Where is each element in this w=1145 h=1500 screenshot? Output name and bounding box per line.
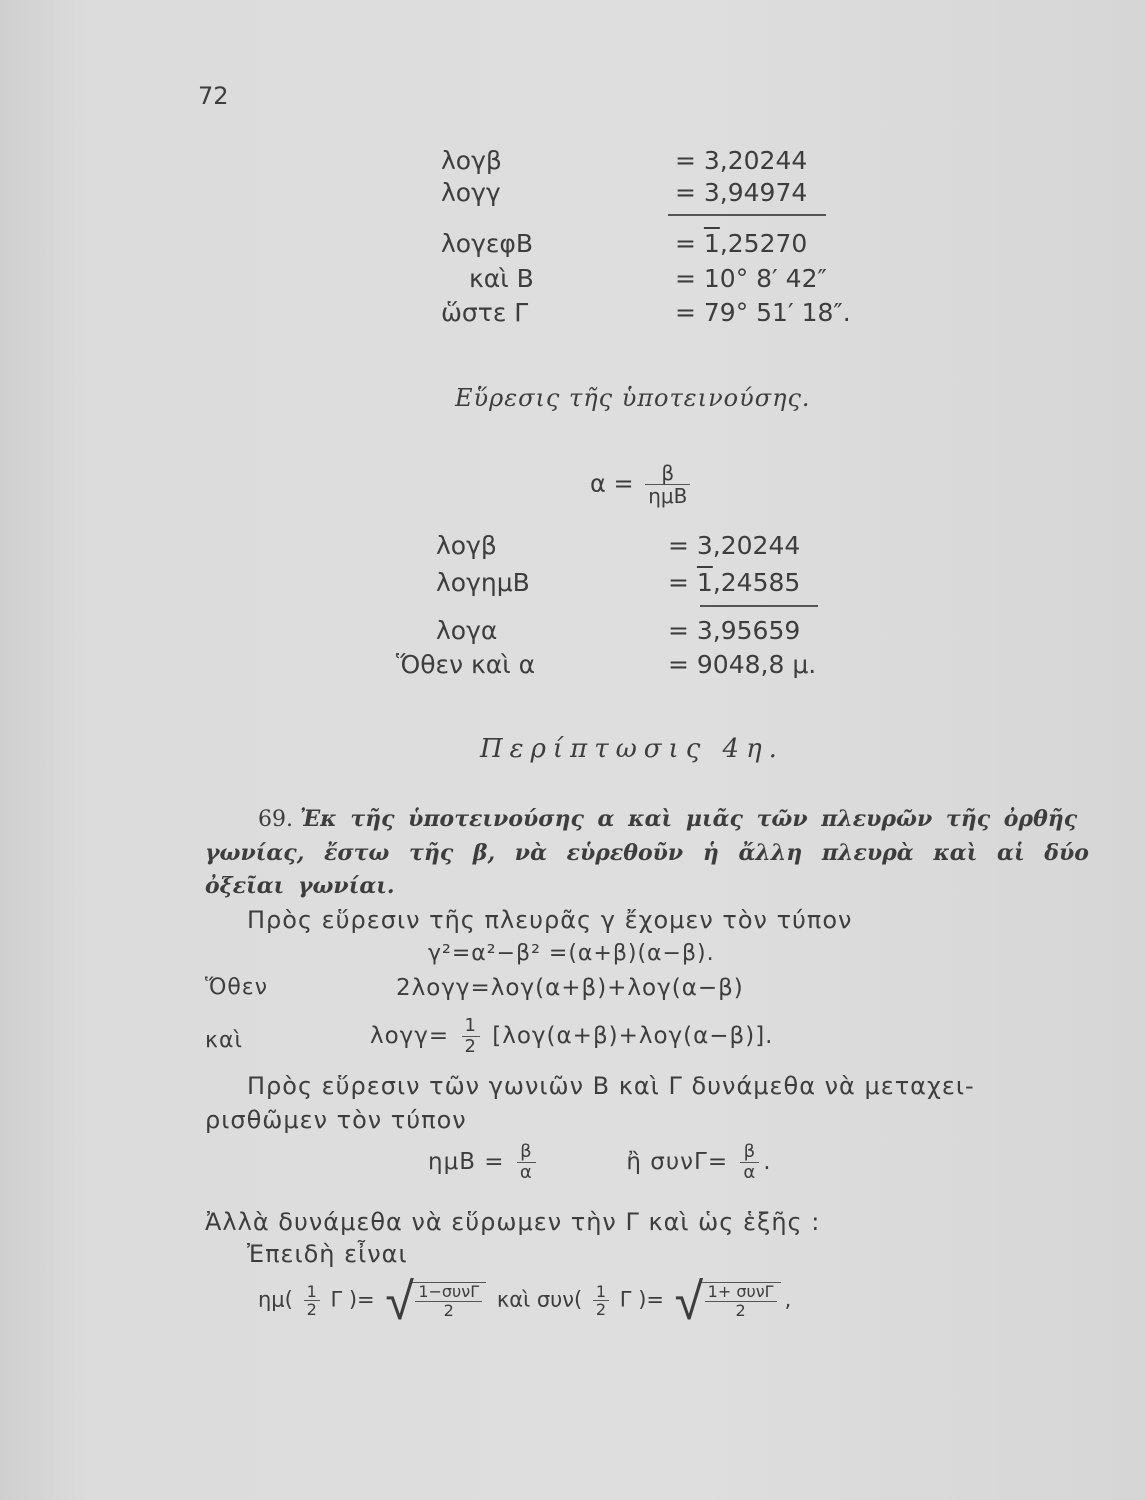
sum-rule-1 [668, 214, 826, 216]
calc1-label-3: λογεφB [441, 229, 534, 258]
equation-5-radicand-2 [705, 1283, 777, 1319]
section-heading-hypotenuse: Εὕρεσις τῆς ὑποτεινούσης. [455, 384, 811, 412]
calc1-label-1: λογβ [441, 146, 502, 175]
fraction-denominator: ημB [648, 484, 688, 508]
paragraph-3: Ἀλλὰ δυνάμεθα νὰ εὕρωμεν τὴν Γ καὶ ὡς ἑξῆς : [205, 1208, 821, 1236]
radical-sign-icon: √ [674, 1272, 704, 1332]
paragraph-1: Πρὸς εὕρεσιν τῆς πλευρᾶς γ ἔχομεν τὸν τύπον [247, 906, 853, 934]
paragraph-2-line-1: Πρὸς εὕρεσιν τῶν γωνιῶν B καὶ Γ δυνάμεθα νὰ μεταχει- [247, 1072, 975, 1100]
equation-5-sin: ημ( [258, 1287, 293, 1312]
equation-3-fraction [462, 1016, 480, 1057]
calc1-label-5: ὥστε Γ [441, 298, 529, 327]
calc2-value-1: = 3,20244 [668, 531, 801, 560]
calc1-value-3: = 1,25270 [675, 229, 808, 258]
equation-3-lhs: λογγ= [370, 1022, 450, 1049]
equation-5-close-1: )= [348, 1287, 375, 1312]
fraction-numerator: 1 [304, 1283, 320, 1302]
page-number: 72 [198, 82, 229, 110]
calc1-value-4: = 10° 8′ 42″ [675, 264, 827, 293]
calc1-value-1: = 3,20244 [675, 146, 808, 175]
problem-line-2: γωνίας, ἔστω τῆς β, νὰ εὑρεθοῦν ἡ ἄλλη πλευρὰ καὶ αἱ δύο [205, 840, 1089, 866]
fraction-numerator: 1+ συνΓ [705, 1283, 777, 1302]
equation-4 [428, 1142, 772, 1183]
fraction-numerator: 1 [593, 1283, 609, 1302]
equation-5-kai: καὶ συν( [496, 1287, 583, 1312]
fraction-denominator: α [519, 1161, 533, 1183]
label-kai: καὶ [205, 1028, 243, 1053]
equation-4-mid: ἢ συνΓ= [626, 1148, 729, 1175]
equation-5-gamma-1: Γ [330, 1287, 343, 1312]
calc1-value-5: = 79° 51′ 18″. [675, 298, 851, 327]
problem-line-3: ὀξεῖαι γωνίαι. [205, 873, 395, 899]
fraction-denominator: 2 [443, 1300, 454, 1320]
equation-4-fraction-1 [517, 1142, 536, 1183]
radical-sign-icon: √ [385, 1272, 414, 1332]
problem-text-1: Ἐκ τῆς ὑποτεινούσης α καὶ μιᾶς τῶν πλευρῶν τῆς ὀρθῆς [300, 806, 1078, 832]
equation-5-half-1 [304, 1283, 320, 1319]
equation-5-close-2: )= [638, 1287, 664, 1312]
calc1-label-4: καὶ B [469, 264, 534, 293]
fraction-denominator: 2 [306, 1300, 317, 1320]
equation-2: 2λογγ=λογ(α+β)+λογ(α−β) [396, 975, 744, 1001]
calc2-label-4: Ὅθεν καὶ α [396, 650, 536, 679]
equation-4-lhs: ημB = [428, 1148, 505, 1175]
fraction-numerator: β [645, 462, 690, 485]
fraction-denominator: 2 [464, 1035, 477, 1057]
calc1-label-2: λογγ [441, 178, 501, 207]
sum-rule-2 [700, 605, 818, 607]
equation-1: γ²=α²−β² =(α+β)(α−β). [428, 941, 715, 966]
fraction-numerator: 1−συνΓ [415, 1283, 482, 1302]
calc1-value-2: = 3,94974 [675, 178, 808, 207]
fraction-denominator: α [743, 1161, 757, 1183]
calc2-label-1: λογβ [436, 531, 497, 560]
equation-5 [258, 1272, 792, 1332]
equation-5-radicand-1 [415, 1283, 482, 1319]
equation-5-gamma-2: Γ [619, 1287, 632, 1312]
equation-4-fraction-2 [740, 1142, 759, 1183]
problem-line-1 [258, 806, 1077, 832]
calc2-label-3: λογα [436, 616, 498, 645]
fraction-numerator: β [517, 1142, 536, 1163]
calc2-value-3: = 3,95659 [668, 616, 801, 645]
formula-alpha-fraction [645, 462, 690, 507]
label-othen: Ὅθεν [205, 975, 268, 1000]
formula-alpha-lhs: α = [590, 469, 634, 498]
problem-number: 69. [258, 807, 293, 832]
paragraph-2-line-2: ρισθῶμεν τὸν τύπον [205, 1106, 467, 1134]
calc2-value-4: = 9048,8 μ. [668, 650, 817, 679]
formula-alpha [590, 462, 694, 507]
sqrt-symbol-1 [385, 1272, 486, 1332]
equation-5-half-2 [593, 1283, 609, 1319]
sqrt-symbol-2 [674, 1272, 781, 1332]
fraction-numerator: β [740, 1142, 759, 1163]
fraction-denominator: 2 [595, 1300, 607, 1320]
equation-4-end: . [763, 1148, 772, 1175]
calc2-label-2: λογημB [436, 568, 530, 597]
equation-3-rhs: [λογ(α+β)+λογ(α−β)]. [492, 1022, 774, 1049]
paragraph-4: Ἐπειδὴ εἶναι [247, 1240, 408, 1268]
case-heading: Περίπτωσις 4η. [480, 734, 784, 764]
equation-5-end: , [784, 1287, 792, 1312]
equation-3 [370, 1016, 774, 1057]
fraction-numerator: 1 [462, 1016, 480, 1037]
calc2-value-2: = 1,24585 [668, 568, 801, 597]
fraction-denominator: 2 [735, 1300, 746, 1320]
